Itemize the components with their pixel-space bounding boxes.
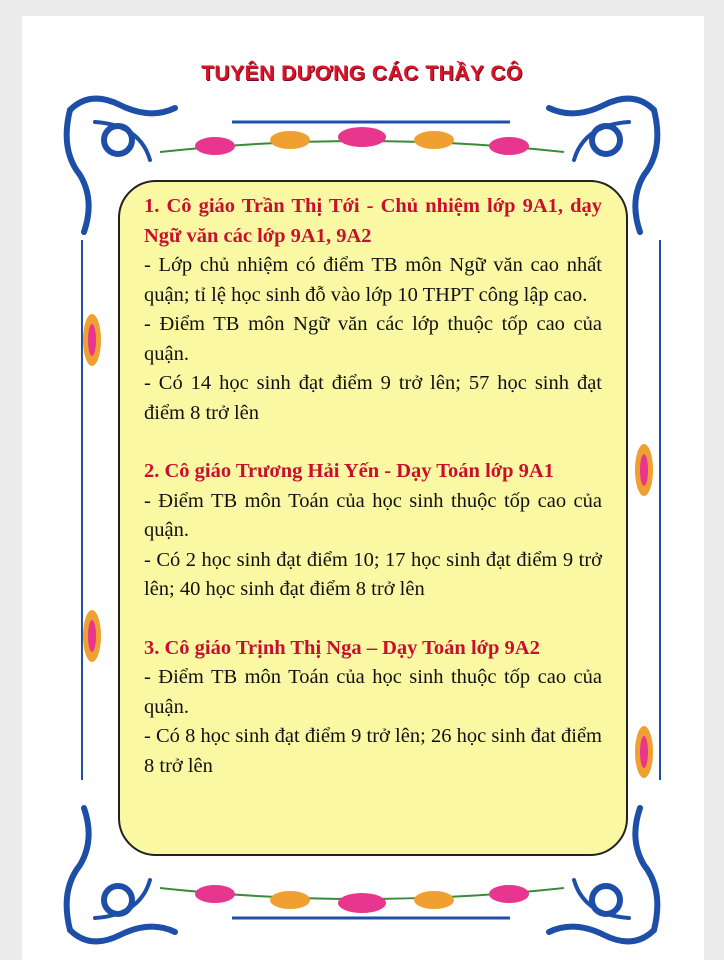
section-item: - Điểm TB môn Toán của học sinh thuộc tốp cao của quận. bbox=[144, 489, 602, 541]
section-item: - Có 14 học sinh đạt điểm 9 trở lên; 57 học sinh đạt điểm 8 trở lên bbox=[144, 372, 602, 424]
section-item: - Có 2 học sinh đạt điểm 10; 17 học sinh đạt điểm 9 trở lên; 40 học sinh đạt điểm 8 trở lên bbox=[144, 548, 602, 600]
garland-top bbox=[160, 127, 564, 155]
side-flourish-right bbox=[635, 444, 653, 778]
section-heading: 1. Cô giáo Trần Thị Tới - Chủ nhiệm lớp 9A1, dạy Ngữ văn các lớp 9A1, 9A2 bbox=[144, 195, 602, 247]
section-3 bbox=[144, 634, 602, 782]
side-flourish-left bbox=[83, 314, 101, 662]
garland-bottom bbox=[160, 885, 564, 913]
page-title: TUYÊN DƯƠNG CÁC THẦY CÔ bbox=[201, 62, 523, 85]
section-item: - Điểm TB môn Ngữ văn các lớp thuộc tốp cao của quận. bbox=[144, 313, 602, 365]
section-heading: 2. Cô giáo Trương Hải Yến - Dạy Toán lớp 9A1 bbox=[144, 460, 554, 482]
section-2 bbox=[144, 457, 602, 605]
section-1 bbox=[144, 192, 602, 428]
section-item: - Có 8 học sinh đạt điểm 9 trở lên; 26 học sinh đat điểm 8 trở lên bbox=[144, 725, 602, 777]
section-item: - Điểm TB môn Toán của học sinh thuộc tốp cao của quận. bbox=[144, 666, 602, 718]
content-body bbox=[144, 192, 602, 810]
section-heading: 3. Cô giáo Trịnh Thị Nga – Dạy Toán lớp 9A2 bbox=[144, 636, 540, 659]
section-item: - Lớp chủ nhiệm có điểm TB môn Ngữ văn cao nhất quận; tỉ lệ học sinh đỗ vào lớp 10 THPT công lập cao. bbox=[144, 254, 602, 306]
